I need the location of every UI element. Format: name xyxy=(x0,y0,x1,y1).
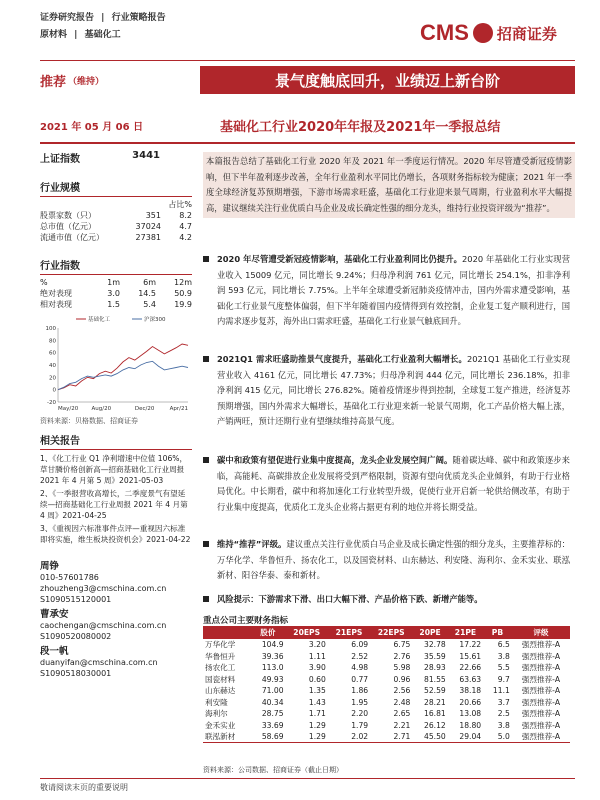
table-cell: 11.1 xyxy=(492,686,510,696)
table-cell: 40.34 xyxy=(261,697,284,707)
logo-cms-text: CMS xyxy=(420,20,469,45)
perf-value: 1.5 xyxy=(107,300,120,309)
analyst-cert: S1090520080002 xyxy=(40,632,112,641)
bullet-item xyxy=(203,592,570,608)
rating-sub: （维持） xyxy=(68,76,105,87)
scale-col-header xyxy=(40,199,192,210)
bullet-head: 维持“推荐”评级。 xyxy=(217,539,287,549)
y-tick-label: 60 xyxy=(49,350,56,357)
perf-value: 3.0 xyxy=(107,289,120,298)
scale-pct: 8.2 xyxy=(179,211,192,220)
perf-col-label: 1m xyxy=(107,278,120,287)
table-cell: 45.50 xyxy=(424,732,446,741)
table-cell: 22.66 xyxy=(459,663,482,673)
table-cell: 1.11 xyxy=(308,651,326,661)
report-date: 2021 年 05 月 06 日 xyxy=(40,122,144,133)
table-cell: 16.81 xyxy=(424,709,446,719)
table-cell: 18.80 xyxy=(459,720,482,730)
table-cell: 强烈推荐-A xyxy=(521,697,561,707)
bullet-body: 随着碳达峰、碳中和政策逐步来临，高能耗、高碳排放企业发展将受到严格限制，资源有望向优质龙头企业倾斜，有助于行业格局优化。中长期看，碳中和将加速化工行业转型升级，促使行业开启新一轮供给侧改革，有助于行业集中度提高，优质化工龙头企业将占据更有利的地位并将长期受益。 xyxy=(217,455,570,512)
table-row xyxy=(203,662,570,674)
bullet-body: 2021Q1 基础化工行业实现营业收入 4161 亿元，同比增长 47.73%；归母净利润 444 亿元，同比增长 236.18%，扣非净利润 415 亿元，同比增长 276.82%。随着疫情逐步得到控制，全球复工复产推进，经济复苏预期增强，国内外需求大幅增长，基础化工行业迎来新一轮景气周期，化工产品价格大幅上涨，产销两旺，预计还期行业有望继续维持高景气度。 xyxy=(217,354,571,426)
table-cell: 2.20 xyxy=(351,709,369,719)
rating-box xyxy=(40,66,192,94)
header-industry: 基础化工 xyxy=(84,30,121,40)
table-cell: 0.96 xyxy=(393,674,411,684)
performance-chart xyxy=(40,314,192,414)
bullet-body: 建议重点关注行业优质白马企业及成长确定性强的细分龙头，主要推荐标的：万华化学、华鲁恒升、扬农化工，以及国瓷材料、山东赫达、利安隆、海利尔、金禾实业、联泓新材、阳谷华泰、泰和新材。 xyxy=(217,539,570,580)
table-row xyxy=(203,731,570,743)
table-cell: 强烈推荐-A xyxy=(521,732,561,741)
footer-note: 敬请阅读末页的重要说明 xyxy=(40,783,128,792)
index-row xyxy=(40,150,160,165)
scale-value: 37024 xyxy=(135,222,161,231)
title-banner xyxy=(200,66,575,94)
table-header-cell: 21EPS xyxy=(328,626,370,639)
header-report-subtype: 行业策略报告 xyxy=(111,13,166,23)
scale-pct: 4.2 xyxy=(179,233,192,242)
table-cell: 15.61 xyxy=(459,651,482,661)
table-cell: 5.98 xyxy=(393,663,411,673)
table-source: 资料来源：公司数据、招商证券（截止日期） xyxy=(203,766,343,774)
table-cell: 28.21 xyxy=(424,697,446,707)
table-header-cell: PB xyxy=(483,626,512,639)
table-header-cell: 20PE xyxy=(412,626,447,639)
analyst-email[interactable]: caochengan@cmschina.com.cn xyxy=(40,621,167,630)
related-report-link[interactable]: 1、《化工行业 Q1 净利增速中位值 106%，草甘膦价格创新高—招商基础化工行业周报 2021 年 4 月第 5 周》2021-05-03 xyxy=(40,454,188,485)
table-cell: 71.00 xyxy=(261,686,284,696)
perf-row-label: 相对表现 xyxy=(40,300,72,309)
series-line-1 xyxy=(58,361,188,389)
table-cell: 32.78 xyxy=(424,640,446,650)
x-tick-label: Apr/21 xyxy=(169,406,188,412)
title-rule xyxy=(40,142,575,144)
table-cell: 6.75 xyxy=(393,640,411,650)
table-cell: 强烈推荐-A xyxy=(521,720,561,730)
table-cell: 强烈推荐-A xyxy=(521,663,561,673)
table-cell: 强烈推荐-A xyxy=(521,709,561,719)
y-tick-label: 0 xyxy=(52,387,56,394)
scale-value: 27381 xyxy=(135,233,161,242)
table-cell: 2.48 xyxy=(393,697,411,707)
table-cell: 1.43 xyxy=(308,697,326,707)
financial-table-wrap xyxy=(203,626,570,743)
table-cell: 33.69 xyxy=(261,720,284,730)
logo-emblem-icon xyxy=(473,23,493,43)
bullet-item xyxy=(203,352,570,430)
table-cell: 4.98 xyxy=(351,663,369,673)
table-cell: 29.04 xyxy=(459,732,482,741)
left-sidebar xyxy=(40,150,192,679)
scale-value: 351 xyxy=(145,211,161,220)
analyst-email[interactable]: zhouzheng3@cmschina.com.cn xyxy=(40,584,167,593)
header-sector: 原材料 xyxy=(40,30,68,40)
analyst-name: 曹承安 xyxy=(40,609,69,620)
table-cell: 49.93 xyxy=(261,674,284,684)
scale-title: 行业规模 xyxy=(40,183,80,194)
logo-company-name: 招商证券 xyxy=(496,24,557,43)
analyst-card xyxy=(40,609,192,642)
table-cell: 1.95 xyxy=(351,697,369,707)
table-row xyxy=(203,697,570,709)
related-rule xyxy=(40,449,192,450)
bullet-item xyxy=(203,453,570,515)
index-perf-rule xyxy=(40,274,192,275)
footer-rule xyxy=(40,778,575,779)
table-header-cell: 20EPS xyxy=(286,626,328,639)
banner-title: 景气度触底回升，业绩迈上新台阶 xyxy=(274,71,500,90)
table-row xyxy=(203,720,570,732)
scale-pct-header: 占比% xyxy=(168,200,192,209)
analyst-card xyxy=(40,561,192,605)
table-cell: 5.0 xyxy=(497,732,510,741)
perf-col-label: 12m xyxy=(174,278,192,287)
y-tick-label: 80 xyxy=(49,338,56,345)
table-header-cell: 评级 xyxy=(512,626,570,639)
company-name-cell: 国瓷材料 xyxy=(205,674,236,684)
table-cell: 3.20 xyxy=(308,640,326,650)
table-cell: 1.29 xyxy=(308,732,326,741)
bullet-head: 风险提示：下游需求下滑、出口大幅下滑、产品价格下跌、新增产能等。 xyxy=(217,594,483,604)
table-cell: 2.76 xyxy=(393,651,411,661)
analyst-card xyxy=(40,646,192,679)
index-value: 3441 xyxy=(132,150,160,161)
x-tick-label: May/20 xyxy=(58,406,79,412)
scale-label: 股票家数（只） xyxy=(40,211,96,220)
index-label: 上证指数 xyxy=(40,154,80,165)
analyst-name: 段一帆 xyxy=(40,646,69,657)
table-cell: 28.75 xyxy=(261,709,284,719)
table-cell: 13.08 xyxy=(459,709,482,719)
related-title: 相关报告 xyxy=(40,436,80,447)
table-cell: 2.5 xyxy=(497,709,510,719)
table-row xyxy=(203,708,570,720)
perf-col-label: 6m xyxy=(143,278,156,287)
scale-row xyxy=(40,232,192,243)
table-cell: 81.55 xyxy=(424,674,446,684)
table-cell: 35.59 xyxy=(424,651,446,661)
table-cell: 113.0 xyxy=(261,663,284,673)
related-list xyxy=(40,453,192,545)
bullet-icon xyxy=(203,541,209,547)
table-cell: 强烈推荐-A xyxy=(521,651,561,661)
table-cell: 1.86 xyxy=(351,686,369,696)
bullet-icon xyxy=(203,596,209,602)
company-name-cell: 利安隆 xyxy=(205,697,228,707)
table-cell: 2.52 xyxy=(351,651,369,661)
related-report-link[interactable]: 3、《重视因六标准事件点评—重视因六标准即将实施，维生板块投资机会》2021-04-22 xyxy=(40,524,191,544)
x-tick-label: Aug/20 xyxy=(91,406,112,412)
table-header-cell: 22EPS xyxy=(370,626,412,639)
table-body xyxy=(203,639,570,743)
table-cell: 26.12 xyxy=(424,720,446,730)
rating-main: 推荐 xyxy=(40,74,67,90)
y-tick-label: -20 xyxy=(47,400,56,406)
perf-value: 14.5 xyxy=(138,289,156,298)
table-header-cell: 股价 xyxy=(250,626,285,639)
table-cell: 0.77 xyxy=(351,674,369,684)
analyst-list xyxy=(40,561,192,679)
table-cell: 38.18 xyxy=(459,686,482,696)
bullet-head: 碳中和政策有望促进行业集中度提高，龙头企业发展空间广阔。 xyxy=(217,455,453,465)
bullet-icon xyxy=(203,256,209,262)
table-cell: 3.8 xyxy=(497,651,510,661)
scale-row xyxy=(40,221,192,232)
table-header-cell: 21PE xyxy=(448,626,483,639)
table-cell: 2.02 xyxy=(351,732,369,741)
table-cell: 2.21 xyxy=(393,720,411,730)
company-name-cell: 华鲁恒升 xyxy=(205,651,236,661)
table-cell: 6.09 xyxy=(351,640,369,650)
company-name-cell: 扬农化工 xyxy=(205,663,236,673)
summary-box: 本篇报告总结了基础化工行业 2020 年及 2021 年一季度运行情况。2020 年尽管遭受新冠疫情影响，但下半年盈利逐步改善，全年行业盈利水平同比仍增长，各项财务指标较为健康；2021 年一季度全球经济复苏预期增强，下游市场需求旺盛，基础化工行业迎来景气周期，行业盈利水平大幅提高，建议继续关注行业优质白马企业及成长确定性强的细分龙头，维持行业投资评级为“推荐”。 xyxy=(203,152,575,218)
table-cell: 0.60 xyxy=(308,674,326,684)
bullet-icon xyxy=(203,356,209,362)
table-header-row xyxy=(203,626,570,639)
table-cell: 强烈推荐-A xyxy=(521,640,561,650)
company-name-cell: 山东赫达 xyxy=(205,686,236,696)
analyst-email[interactable]: duanyifan@cmschina.com.cn xyxy=(40,658,158,667)
perf-value: 50.9 xyxy=(174,289,192,298)
scale-rule xyxy=(40,196,192,197)
table-cell: 9.7 xyxy=(497,674,510,684)
analyst-name: 周铮 xyxy=(40,561,60,572)
header-report-type: 证券研究报告 xyxy=(40,13,95,23)
x-tick-label: Dec/20 xyxy=(134,406,155,412)
scale-pct: 4.7 xyxy=(179,222,192,231)
table-row xyxy=(203,674,570,686)
table-cell: 52.59 xyxy=(424,686,446,696)
bullet-head: 2021Q1 需求旺盛助推景气度提升，基础化工行业盈利大幅增长。 xyxy=(217,354,467,364)
table-cell: 2.65 xyxy=(393,709,411,719)
perf-value: 5.4 xyxy=(143,300,156,309)
table-cell: 强烈推荐-A xyxy=(521,686,561,696)
scale-label: 流通市值（亿元） xyxy=(40,233,104,242)
table-cell: 2.56 xyxy=(393,686,411,696)
table-cell: 58.69 xyxy=(261,732,284,741)
y-tick-label: 20 xyxy=(49,375,56,382)
header-rule xyxy=(40,60,575,61)
table-title: 重点公司主要财务指标 xyxy=(203,616,289,626)
company-name-cell: 海利尔 xyxy=(205,709,228,719)
legend-label: 沪深300 xyxy=(144,317,166,323)
table-row xyxy=(203,651,570,663)
analyst-cert: S1090515120001 xyxy=(40,595,112,604)
bullet-icon xyxy=(203,457,209,463)
company-name-cell: 金禾实业 xyxy=(205,720,236,730)
legend-label: 基础化工 xyxy=(88,317,111,323)
index-perf-row xyxy=(40,288,192,299)
index-perf-row xyxy=(40,299,192,310)
table-cell: 104.9 xyxy=(261,640,284,650)
table-cell: 1.71 xyxy=(308,709,326,719)
y-tick-label: 40 xyxy=(49,363,56,369)
bullet-body: 2020 年基础化工行业实现营业收入 15009 亿元，同比增长 9.24%；归母净利润 761 亿元，同比增长 254.1%，扣非净利润 593 亿元，同比增长 7.75%。上半年全球遭受新冠肺炎疫情冲击，国内外需求遭受影响，基础化工行业景气度整体偏弱，但下半年随着国内疫情得到有效控制，企业复工复产顺利进行，国内需求逐步复苏，海外出口需求旺盛，基础化工行业景气触底回升。 xyxy=(217,254,570,326)
table-cell: 20.66 xyxy=(459,697,482,707)
table-cell: 39.36 xyxy=(261,651,284,661)
table-cell: 3.90 xyxy=(308,663,326,673)
table-cell: 2.71 xyxy=(393,732,411,741)
table-cell: 1.35 xyxy=(308,686,326,696)
table-row xyxy=(203,685,570,697)
table-cell: 17.22 xyxy=(459,640,482,650)
bullet-item xyxy=(203,537,570,584)
header-line2: 原材料 | 基础化工 xyxy=(40,30,121,40)
analyst-phone: 010-57601786 xyxy=(40,573,99,582)
bullet-head: 2020 年尽管遭受新冠疫情影响，基础化工行业盈利同比仍提升。 xyxy=(217,254,463,264)
table-cell: 3.8 xyxy=(497,720,510,730)
series-line-0 xyxy=(58,344,188,390)
y-tick-label: 100 xyxy=(45,326,56,332)
table-cell: 28.93 xyxy=(424,663,446,673)
table-cell: 63.63 xyxy=(459,674,482,684)
table-cell: 6.5 xyxy=(497,640,510,650)
analyst-cert: S1090518030001 xyxy=(40,669,112,678)
perf-value: 19.9 xyxy=(174,300,192,309)
company-name-cell: 万华化学 xyxy=(205,640,236,650)
related-report-link[interactable]: 2、《一季报营收高增长，二季度景气有望延续—招商基础化工行业周报 2021 年 4 月第 4 周》2021-04-25 xyxy=(40,489,188,520)
index-perf-header xyxy=(40,277,192,288)
brand-logo xyxy=(420,20,557,46)
perf-row-label: 绝对表现 xyxy=(40,289,72,298)
financial-table xyxy=(203,626,570,743)
table-cell: 1.79 xyxy=(351,720,369,730)
table-cell: 强烈推荐-A xyxy=(521,674,561,684)
scale-row xyxy=(40,210,192,221)
perf-col-label: % xyxy=(40,278,48,287)
bullet-item xyxy=(203,252,570,330)
table-cell: 1.29 xyxy=(308,720,326,730)
table-cell: 5.5 xyxy=(497,663,510,673)
table-header-cell xyxy=(203,626,250,639)
header-line1: 证券研究报告 | 行业策略报告 xyxy=(40,13,166,23)
table-cell: 3.7 xyxy=(497,697,510,707)
scale-label: 总市值（亿元） xyxy=(40,222,96,231)
table-row xyxy=(203,639,570,651)
chart-source: 资料来源：贝格数据、招商证券 xyxy=(40,417,138,425)
company-name-cell: 联泓新材 xyxy=(205,732,236,741)
report-title: 基础化工行业2020年年报及2021年一季报总结 xyxy=(220,120,501,135)
index-perf-title: 行业指数 xyxy=(40,261,80,272)
